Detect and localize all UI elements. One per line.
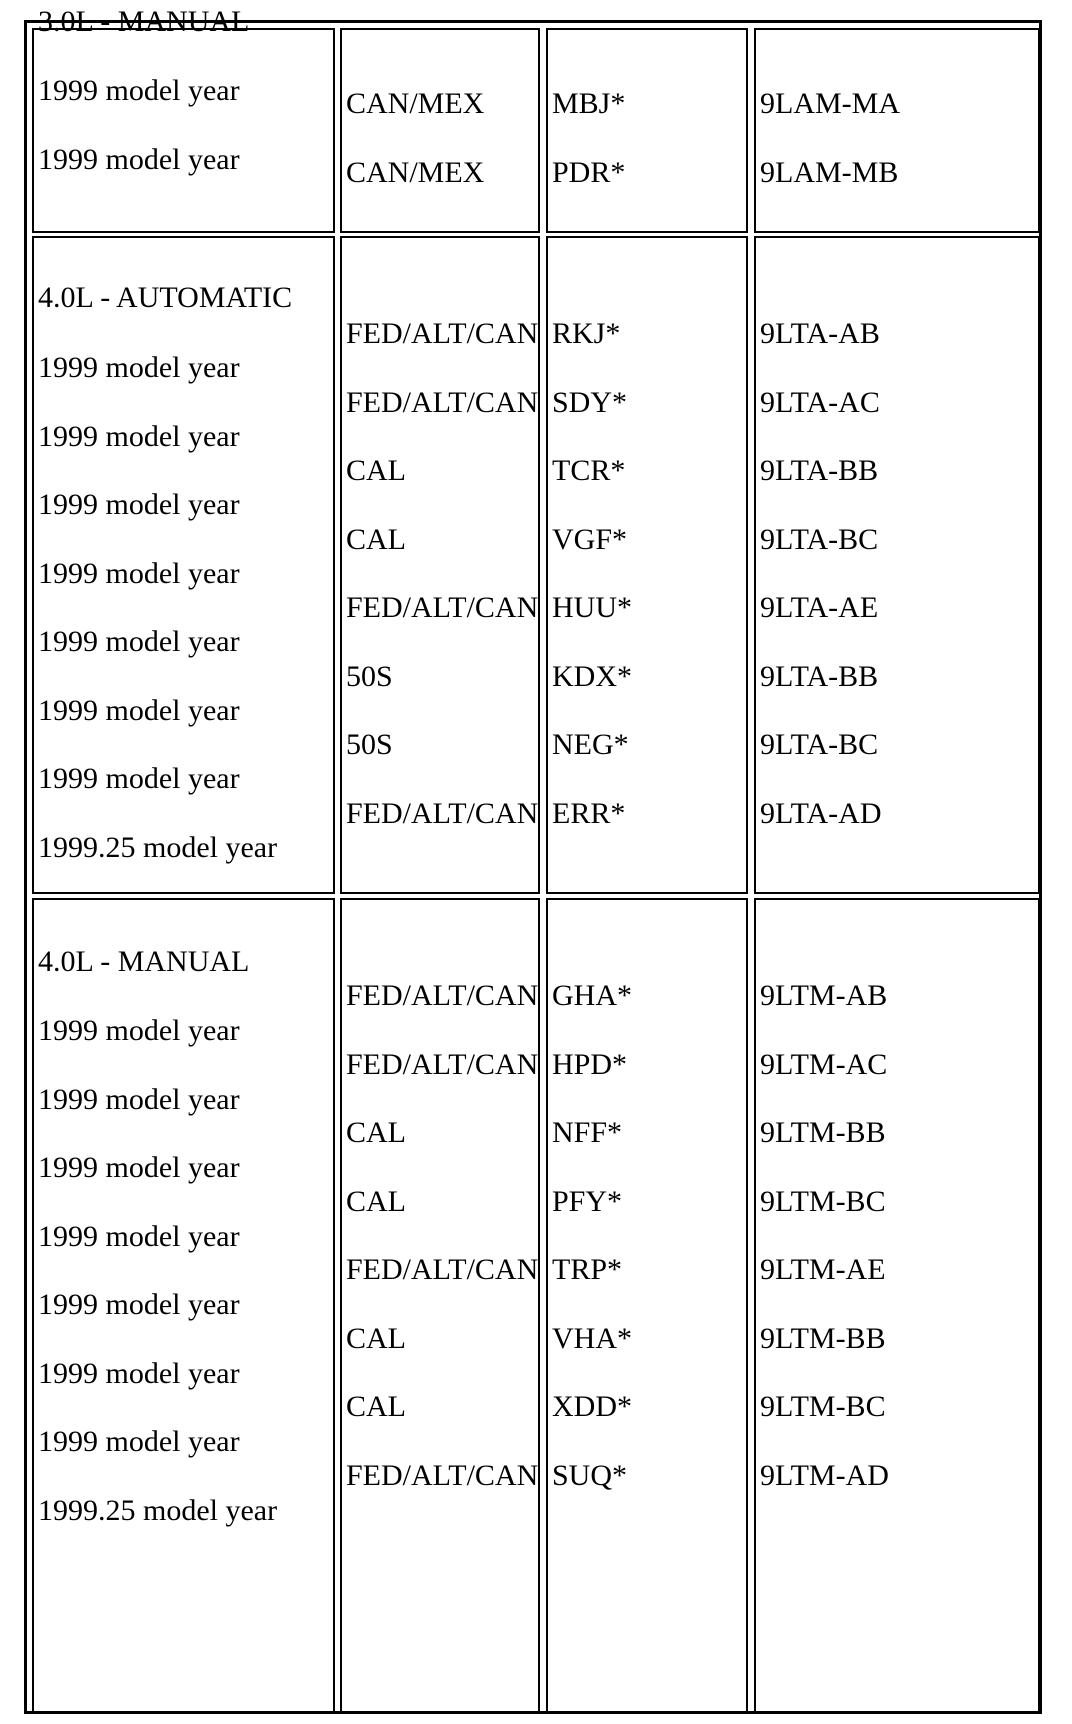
market-cell	[340, 236, 540, 894]
market: FED/ALT/CAN	[346, 1458, 539, 1492]
market: FED/ALT/CAN	[346, 591, 539, 624]
code: NEG*	[552, 728, 629, 761]
market: FED/ALT/CAN	[346, 1047, 539, 1081]
model-year: 1999 model year	[38, 556, 240, 590]
market: CAN/MEX	[346, 155, 485, 189]
calibration: 9LTM-BC	[760, 1184, 886, 1218]
code: TCR*	[552, 454, 626, 487]
market: CAL	[346, 454, 406, 487]
calibration-cell	[754, 28, 1040, 233]
market: CAL	[346, 1116, 406, 1149]
calibration: 9LTM-AE	[760, 1253, 886, 1286]
code: KDX*	[552, 659, 632, 693]
market: 50S	[346, 728, 393, 761]
calibration: 9LTA-BC	[760, 522, 879, 556]
market: CAN/MEX	[346, 87, 485, 120]
model-year: 1999 model year	[38, 1356, 240, 1390]
calibration: 9LTA-BB	[760, 454, 879, 487]
model-year: 1999.25 model year	[38, 830, 278, 864]
calibration: 9LAM-MA	[760, 87, 900, 120]
model-year: 1999 model year	[38, 419, 240, 453]
model-year: 1999 model year	[38, 351, 240, 384]
calibration: 9LTM-AC	[760, 1047, 888, 1081]
model-year: 1999 model year	[38, 625, 240, 658]
group-header: 4.0L - AUTOMATIC	[38, 281, 293, 314]
model-year: 1999 model year	[38, 142, 240, 176]
calibration: 9LTM-BB	[760, 1321, 886, 1355]
model-year-cell	[32, 5, 335, 233]
code-cell	[546, 898, 748, 1714]
market-cell	[340, 28, 540, 233]
calibration: 9LTA-AC	[760, 385, 880, 419]
code: NFF*	[552, 1116, 623, 1149]
model-year: 1999 model year	[38, 1219, 240, 1253]
calibration: 9LTM-AB	[760, 979, 888, 1012]
code: HUU*	[552, 591, 632, 624]
calibration: 9LTA-AB	[760, 317, 880, 350]
calibration: 9LTA-BB	[760, 659, 879, 693]
code: SDY*	[552, 385, 628, 419]
code: PFY*	[552, 1184, 623, 1218]
calibration: 9LTA-BC	[760, 728, 879, 761]
code: VGF*	[552, 522, 628, 556]
code: ERR*	[552, 796, 626, 830]
calibration: 9LAM-MB	[760, 155, 899, 189]
model-year: 1999 model year	[38, 762, 240, 795]
market: CAL	[346, 1390, 406, 1423]
code-cell	[546, 236, 748, 894]
model-year-cell	[32, 898, 335, 1714]
code-cell	[546, 28, 748, 233]
calibration: 9LTM-BB	[760, 1116, 886, 1149]
calibration: 9LTA-AE	[760, 591, 879, 624]
market: 50S	[346, 659, 393, 693]
model-year: 1999 model year	[38, 1082, 240, 1116]
market: FED/ALT/CAN	[346, 1253, 539, 1286]
code: HPD*	[552, 1047, 628, 1081]
code: GHA*	[552, 979, 632, 1012]
model-year: 1999 model year	[38, 488, 240, 521]
market: CAL	[346, 1184, 406, 1218]
market: CAL	[346, 522, 406, 556]
calibration: 9LTM-AD	[760, 1458, 889, 1492]
calibration-cell	[754, 236, 1040, 894]
calibration: 9LTM-BC	[760, 1390, 886, 1423]
group-header: 3.0L - MANUAL	[38, 5, 250, 38]
model-year: 1999 model year	[38, 1014, 240, 1047]
code: XDD*	[552, 1390, 632, 1423]
market: FED/ALT/CAN	[346, 385, 539, 419]
model-year: 1999 model year	[38, 1425, 240, 1458]
market-cell	[340, 898, 540, 1714]
market: FED/ALT/CAN	[346, 317, 539, 350]
model-year-cell	[32, 236, 335, 894]
code: PDR*	[552, 155, 626, 189]
model-year: 1999 model year	[38, 693, 240, 727]
model-year: 1999 model year	[38, 74, 240, 107]
model-year: 1999.25 model year	[38, 1493, 278, 1527]
market: FED/ALT/CAN	[346, 979, 539, 1012]
market: CAL	[346, 1321, 406, 1355]
code: SUQ*	[552, 1458, 628, 1492]
model-year: 1999 model year	[38, 1288, 240, 1321]
calibration-cell	[754, 898, 1040, 1714]
code: RKJ*	[552, 317, 621, 350]
code: MBJ*	[552, 87, 626, 120]
group-header: 4.0L - MANUAL	[38, 945, 250, 978]
code: VHA*	[552, 1321, 632, 1355]
calibration: 9LTA-AD	[760, 796, 882, 830]
code: TRP*	[552, 1253, 623, 1286]
calibration-table	[24, 5, 1042, 1714]
market: FED/ALT/CAN	[346, 796, 539, 830]
model-year: 1999 model year	[38, 1151, 240, 1184]
